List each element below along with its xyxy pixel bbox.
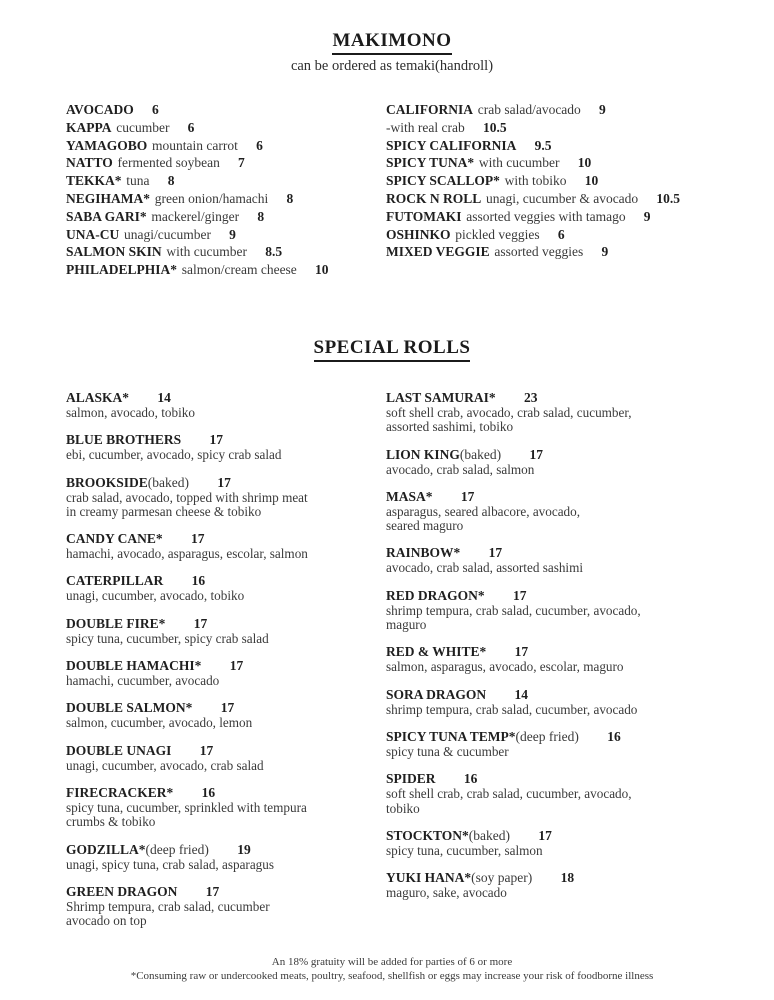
menu-item [66, 172, 386, 190]
item-name: BROOKSIDE [66, 474, 148, 490]
menu-item-heading [386, 870, 718, 886]
item-name: STOCKTON* [386, 827, 469, 843]
item-price: 16 [607, 728, 621, 744]
item-name-suffix: (deep fried) [515, 728, 579, 744]
special-rolls-column-right [386, 390, 718, 912]
special-rolls-columns [66, 390, 718, 940]
menu-item [386, 208, 718, 226]
item-name: SABA GARI* [66, 208, 147, 224]
menu-item [66, 154, 386, 172]
menu-item-heading [386, 545, 718, 561]
menu-item-heading [386, 729, 718, 745]
item-description-line: unagi, cucumber, avocado, tobiko [66, 588, 245, 604]
item-price: 17 [538, 827, 552, 843]
menu-item [386, 729, 718, 759]
item-name: SPIDER [386, 771, 436, 787]
item-description [386, 844, 718, 858]
item-price: 9.5 [534, 137, 552, 153]
item-description [66, 589, 386, 603]
menu-item [66, 743, 386, 773]
menu-item [386, 644, 718, 674]
menu-item-heading [66, 700, 386, 716]
menu-item [386, 588, 718, 633]
item-description-line: salmon, cucumber, avocado, lemon [66, 715, 253, 731]
item-description-line: soft shell crab, crab salad, cucumber, avocado, [386, 786, 632, 802]
menu-item-heading [66, 475, 386, 491]
menu-item [66, 573, 386, 603]
menu-item [66, 119, 386, 137]
special-rolls-header [66, 337, 718, 362]
item-name: GREEN DRAGON [66, 883, 178, 899]
item-description [386, 406, 718, 435]
item-description: salmon/cream cheese [181, 262, 297, 278]
makimono-header [66, 30, 718, 75]
item-description [66, 448, 386, 462]
item-name: CANDY CANE* [66, 531, 163, 547]
item-name: SALMON SKIN [66, 244, 162, 260]
item-price: 17 [529, 446, 543, 462]
menu-item [386, 243, 718, 261]
menu-footer [66, 956, 718, 983]
item-description-line: spicy tuna, cucumber, sprinkled with tempura [66, 799, 307, 815]
item-price: 16 [201, 784, 216, 800]
item-name: KAPPA [66, 119, 112, 135]
item-description: unagi, cucumber & avocado [485, 190, 639, 206]
item-description [386, 703, 718, 717]
item-name: DOUBLE FIRE* [66, 615, 166, 631]
item-name: SPICY SCALLOP* [386, 173, 500, 189]
item-price: 19 [237, 841, 251, 857]
item-name: YAMAGOBO [66, 137, 148, 153]
menu-item-heading [66, 785, 386, 801]
item-description-line: avocado, crab salad, salmon [386, 461, 535, 477]
item-price: 10.5 [656, 190, 681, 206]
item-price: 18 [560, 870, 575, 886]
makimono-columns [66, 101, 718, 279]
menu-item [66, 475, 386, 520]
item-description-line: tobiko [386, 800, 420, 816]
item-description-line: seared maguro [386, 518, 464, 534]
menu-item [66, 226, 386, 244]
item-description-line: salmon, avocado, tobiko [66, 404, 195, 420]
item-description: fermented soybean [117, 155, 220, 171]
item-description [386, 604, 718, 633]
menu-item [66, 137, 386, 155]
menu-item-heading [66, 573, 386, 589]
item-name: FUTOMAKI [386, 208, 462, 224]
item-price: 8 [167, 173, 175, 189]
item-description-line: salmon, asparagus, avocado, escolar, maguro [386, 659, 624, 675]
menu-item [386, 489, 718, 534]
item-price: 17 [193, 615, 208, 631]
item-price: 10 [315, 262, 329, 278]
menu-item-heading [66, 743, 386, 759]
item-name: NATTO [66, 155, 113, 171]
makimono-column-right [386, 101, 718, 261]
item-name: SPICY CALIFORNIA [386, 137, 517, 153]
item-price: 23 [524, 389, 538, 405]
menu-item [386, 137, 718, 155]
item-price: 17 [220, 700, 235, 716]
item-description-line: assorted sashimi, tobiko [386, 419, 514, 435]
item-price: 6 [187, 119, 195, 135]
item-description: mackerel/ginger [151, 208, 240, 224]
item-description-line: shrimp tempura, crab salad, cucumber, avocado, [386, 602, 641, 618]
item-price: 14 [514, 686, 528, 702]
item-description-line: unagi, spicy tuna, crab salad, asparagus [66, 856, 274, 872]
item-description-line: soft shell crab, avocado, crab salad, cucumber, [386, 404, 632, 420]
item-description-line: crumbs & tobiko [66, 814, 156, 830]
item-name: CATERPILLAR [66, 573, 164, 589]
item-price: 10 [577, 155, 592, 171]
item-price: 8 [286, 190, 294, 206]
menu-item [66, 208, 386, 226]
makimono-title: MAKIMONO [332, 30, 451, 55]
menu-item-heading [386, 390, 718, 406]
item-name-suffix: (baked) [459, 446, 502, 462]
item-name: AVOCADO [66, 102, 134, 117]
item-description-line: hamachi, avocado, asparagus, escolar, salmon [66, 546, 308, 562]
item-description-line: hamachi, cucumber, avocado [66, 673, 220, 689]
item-price: 6 [557, 226, 565, 242]
menu-item-heading [66, 531, 386, 547]
item-description [66, 406, 386, 420]
item-price: 17 [190, 531, 205, 547]
menu-item [66, 243, 386, 261]
menu-item [386, 154, 718, 172]
menu-item [386, 870, 718, 900]
item-price: 8 [257, 208, 265, 224]
menu-item [386, 545, 718, 575]
item-name: SORA DRAGON [386, 686, 487, 702]
menu-item [66, 658, 386, 688]
makimono-subtitle: can be ordered as temaki(handroll) [290, 58, 494, 74]
item-price: 14 [157, 389, 171, 405]
menu-item [66, 261, 386, 279]
item-description [66, 900, 386, 929]
menu-item-heading [386, 588, 718, 604]
item-description: cucumber [116, 119, 170, 135]
item-name: DOUBLE HAMACHI* [66, 658, 202, 674]
menu-item [386, 447, 718, 477]
item-name: MIXED VEGGIE [386, 244, 490, 260]
item-description-line: asparagus, seared albacore, avocado, [386, 503, 581, 519]
menu-item [66, 842, 386, 872]
item-name: YUKI HANA* [386, 870, 472, 886]
item-description: with tobiko [504, 173, 567, 189]
item-name-suffix: (baked) [468, 827, 511, 843]
item-price: 17 [209, 432, 224, 448]
item-price: 17 [512, 587, 527, 603]
menu-item [66, 884, 386, 929]
menu-item [386, 771, 718, 816]
item-name-suffix: (baked) [147, 474, 190, 490]
item-description: with cucumber [478, 155, 560, 171]
item-description: -with real crab [386, 119, 465, 135]
menu-item [66, 700, 386, 730]
item-description [386, 660, 718, 674]
item-price: 9 [601, 244, 609, 260]
item-description: green onion/hamachi [154, 190, 269, 206]
item-name: BLUE BROTHERS [66, 432, 182, 448]
menu-item-heading [66, 884, 386, 900]
item-name: ROCK N ROLL [386, 190, 482, 206]
item-description [386, 561, 718, 575]
item-description [386, 886, 718, 900]
menu-item-heading [66, 432, 386, 448]
item-description [386, 463, 718, 477]
menu-item-heading [66, 616, 386, 632]
item-name: TEKKA* [66, 173, 122, 189]
menu-item-heading [386, 771, 718, 787]
item-name: LION KING [386, 446, 460, 462]
item-name: RED DRAGON* [386, 587, 485, 603]
item-price: 9 [599, 102, 606, 117]
item-name: UNA-CU [66, 226, 120, 242]
item-name: MASA* [386, 488, 433, 504]
item-price: 10 [584, 173, 599, 189]
item-description [66, 716, 386, 730]
item-description [386, 787, 718, 816]
item-name-suffix: (deep fried) [145, 841, 209, 857]
item-price: 9 [229, 226, 236, 242]
item-price: 17 [514, 644, 529, 660]
item-description-line: spicy tuna & cucumber [386, 743, 509, 759]
item-name: NEGIHAMA* [66, 190, 150, 206]
menu-item-heading [66, 842, 386, 858]
item-price: 17 [460, 488, 475, 504]
menu-item [386, 101, 718, 119]
item-description-line: spicy tuna, cucumber, spicy crab salad [66, 630, 269, 646]
item-description-line: Shrimp tempura, crab salad, cucumber [66, 898, 270, 914]
item-name: RED & WHITE* [386, 644, 487, 660]
item-description-line: shrimp tempura, crab salad, cucumber, avocado [386, 701, 638, 717]
item-price: 7 [238, 155, 245, 171]
menu-item [386, 828, 718, 858]
item-name-suffix: (soy paper) [471, 870, 533, 886]
item-price: 10.5 [482, 119, 507, 135]
item-description: assorted veggies with tamago [466, 208, 626, 224]
item-price: 16 [463, 771, 478, 787]
item-price: 17 [199, 742, 214, 758]
item-price: 17 [217, 474, 231, 490]
item-description [66, 547, 386, 561]
item-price: 17 [205, 883, 220, 899]
item-name: GODZILLA* [66, 841, 146, 857]
menu-item-heading [386, 828, 718, 844]
menu-item [386, 226, 718, 244]
menu-item [66, 531, 386, 561]
gratuity-note: An 18% gratuity will be added for parties of 6 or more [271, 956, 513, 969]
item-description [66, 632, 386, 646]
menu-item [66, 616, 386, 646]
item-description [66, 491, 386, 520]
menu-item [386, 390, 718, 435]
item-price: 9 [643, 208, 651, 224]
item-price: 16 [191, 573, 206, 589]
item-description: mountain carrot [151, 137, 238, 153]
menu-item [66, 390, 386, 420]
menu-item [66, 432, 386, 462]
item-description [66, 674, 386, 688]
menu-item [386, 119, 718, 137]
item-description: pickled veggies [455, 226, 540, 242]
item-description: tuna [126, 173, 150, 189]
item-price: 8.5 [265, 244, 283, 260]
item-name: CALIFORNIA [386, 102, 474, 117]
special-rolls-column-left [66, 390, 386, 940]
menu-item-heading [386, 644, 718, 660]
item-description-line: maguro, sake, avocado [386, 885, 507, 901]
item-name: RAINBOW* [386, 545, 461, 561]
item-name: SPICY TUNA* [386, 155, 475, 171]
menu-item [66, 785, 386, 830]
item-name: SPICY TUNA TEMP* [386, 728, 516, 744]
menu-item-heading [386, 447, 718, 463]
item-description [66, 801, 386, 830]
item-description [386, 745, 718, 759]
menu-item [66, 101, 386, 119]
item-name: PHILADELPHIA* [66, 262, 178, 278]
item-description-line: avocado on top [66, 913, 147, 929]
menu-item [66, 190, 386, 208]
item-description-line: avocado, crab salad, assorted sashimi [386, 560, 584, 576]
item-price: 6 [256, 137, 263, 153]
item-description-line: spicy tuna, cucumber, salmon [386, 842, 543, 858]
item-description: crab salad/avocado [477, 102, 581, 117]
item-description-line: ebi, cucumber, avocado, spicy crab salad [66, 447, 282, 463]
item-description-line: maguro [386, 617, 427, 633]
item-name: LAST SAMURAI* [386, 389, 496, 405]
item-description-line: crab salad, avocado, topped with shrimp meat [66, 489, 308, 505]
item-description-line: unagi, cucumber, avocado, crab salad [66, 757, 264, 773]
raw-food-warning: *Consuming raw or undercooked meats, poultry, seafood, shellfish or eggs may increase your risk of foodborne illness [130, 970, 654, 983]
item-description [66, 858, 386, 872]
menu-item [386, 687, 718, 717]
item-price: 17 [229, 658, 244, 674]
section-special-rolls [66, 337, 718, 940]
menu-item-heading [66, 390, 386, 406]
item-name: DOUBLE UNAGI [66, 742, 172, 758]
item-description [386, 505, 718, 534]
item-price: 6 [151, 102, 159, 117]
item-price: 17 [488, 545, 503, 561]
item-name: ALASKA* [66, 389, 130, 405]
section-makimono [66, 30, 718, 279]
item-name: FIRECRACKER* [66, 784, 174, 800]
item-description: unagi/cucumber [123, 226, 211, 242]
menu-item [386, 172, 718, 190]
menu-item-heading [386, 687, 718, 703]
special-rolls-title: SPECIAL ROLLS [314, 337, 471, 362]
item-description-line: in creamy parmesan cheese & tobiko [66, 503, 262, 519]
item-description: assorted veggies [494, 244, 584, 260]
item-description [66, 759, 386, 773]
menu-item-heading [66, 658, 386, 674]
item-name: OSHINKO [386, 226, 451, 242]
item-name: DOUBLE SALMON* [66, 700, 193, 716]
makimono-column-left [66, 101, 386, 279]
menu-item [386, 190, 718, 208]
menu-item-heading [386, 489, 718, 505]
item-description: with cucumber [166, 244, 247, 260]
